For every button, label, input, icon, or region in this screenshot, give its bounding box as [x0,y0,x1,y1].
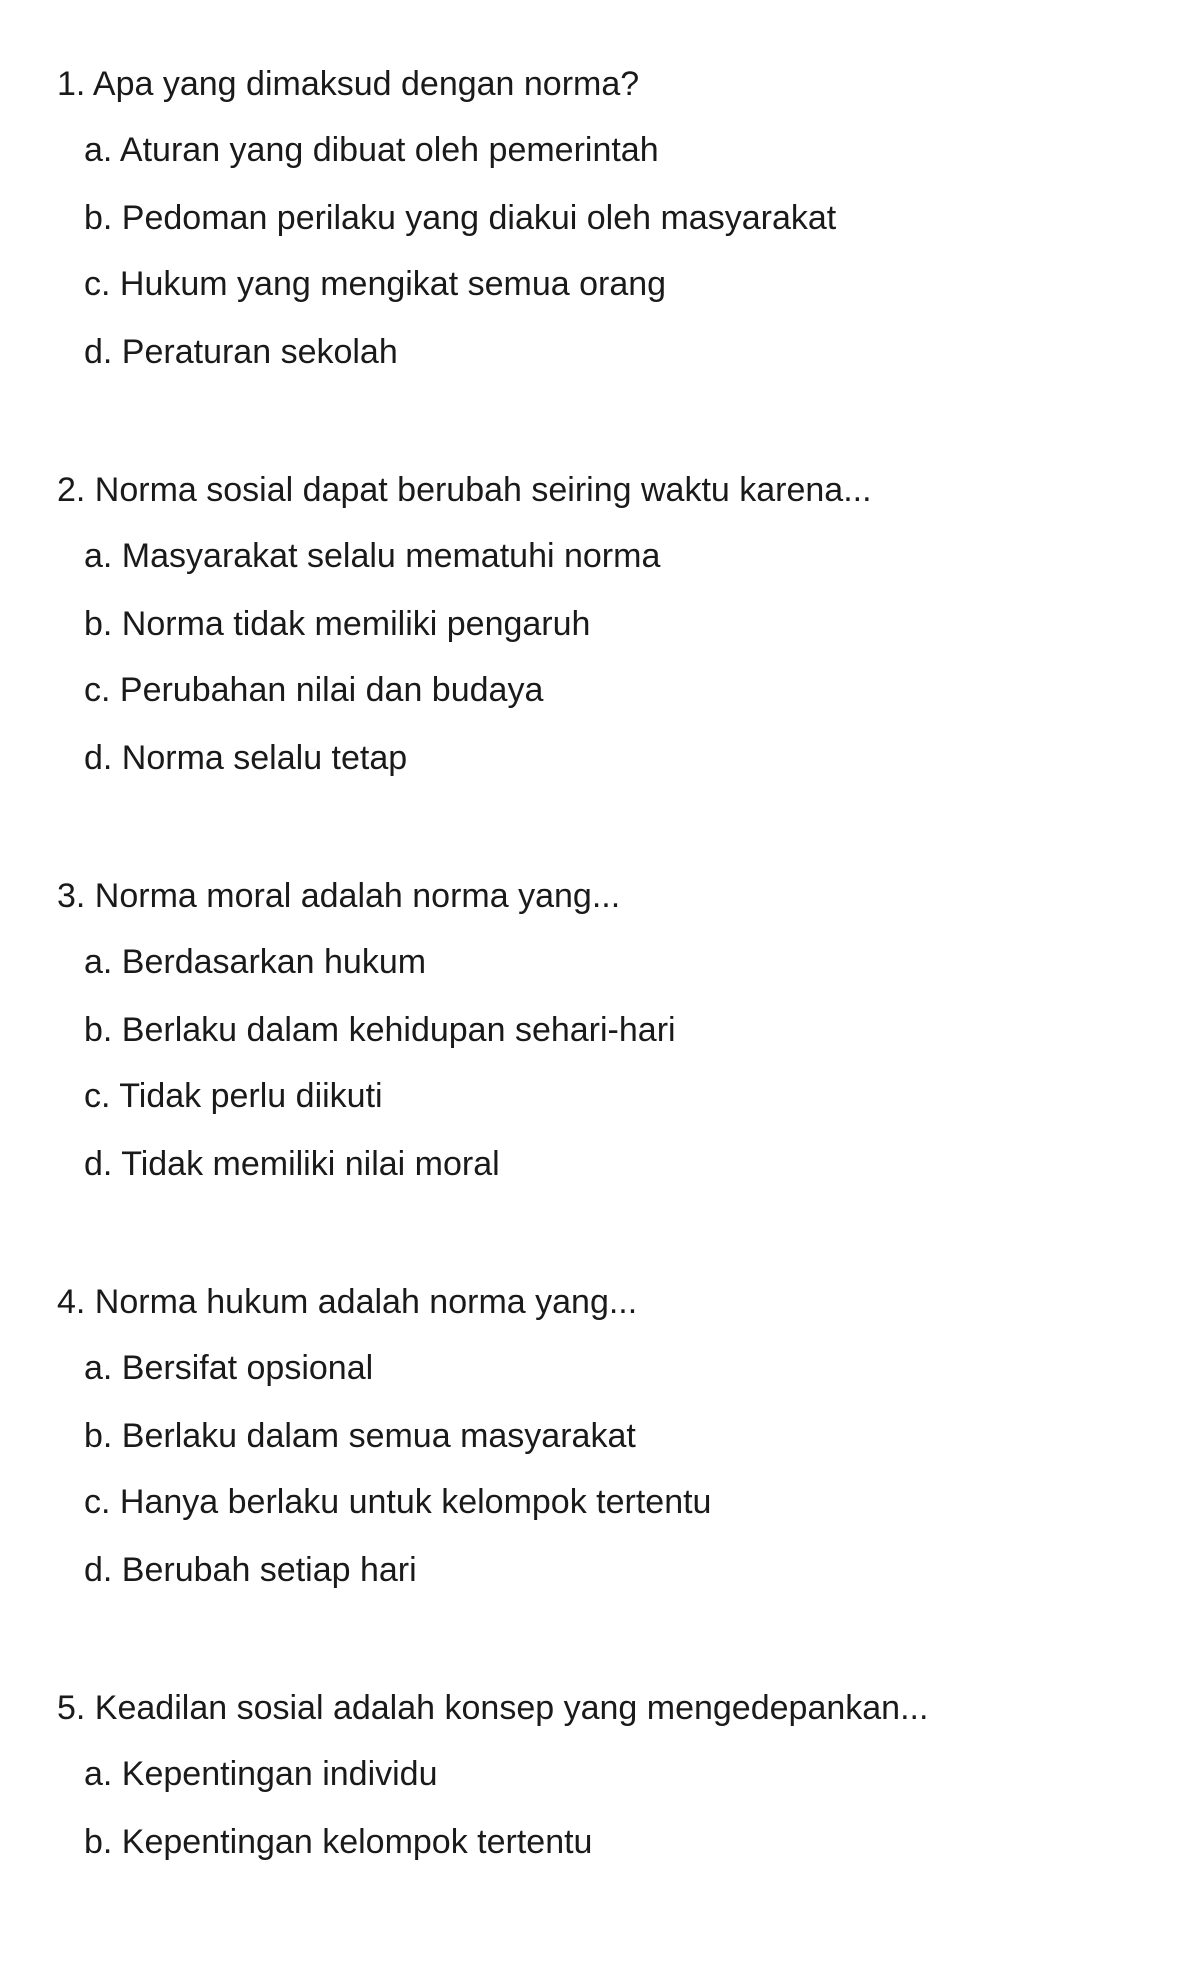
option-b: b. Norma tidak memiliki pengaruh [84,605,591,643]
option-d: d. Tidak memiliki nilai moral [84,1145,500,1183]
option-b: b. Kepentingan kelompok tertentu [84,1823,593,1861]
option-a: a. Bersifat opsional [84,1349,374,1387]
option-b: b. Berlaku dalam kehidupan sehari-hari [84,1011,676,1049]
option-c: c. Perubahan nilai dan budaya [84,671,544,709]
question-text: 4. Norma hukum adalah norma yang... [57,1283,638,1321]
option-a: a. Kepentingan individu [84,1755,438,1793]
question-text: 3. Norma moral adalah norma yang... [57,877,621,915]
question-text: 2. Norma sosial dapat berubah seiring waktu karena... [57,471,872,509]
option-c: c. Hanya berlaku untuk kelompok tertentu [84,1483,712,1521]
option-a: a. Aturan yang dibuat oleh pemerintah [84,131,659,169]
question-text: 1. Apa yang dimaksud dengan norma? [57,65,640,103]
option-d: d. Berubah setiap hari [84,1551,417,1589]
option-a: a. Berdasarkan hukum [84,943,427,981]
option-b: b. Berlaku dalam semua masyarakat [84,1417,636,1455]
option-a: a. Masyarakat selalu mematuhi norma [84,537,661,575]
question-text: 5. Keadilan sosial adalah konsep yang mengedepankan... [57,1689,929,1727]
option-b: b. Pedoman perilaku yang diakui oleh masyarakat [84,199,837,237]
option-c: c. Hukum yang mengikat semua orang [84,265,667,303]
option-c: c. Tidak perlu diikuti [84,1077,383,1115]
option-d: d. Norma selalu tetap [84,739,408,777]
option-d: d. Peraturan sekolah [84,333,398,371]
